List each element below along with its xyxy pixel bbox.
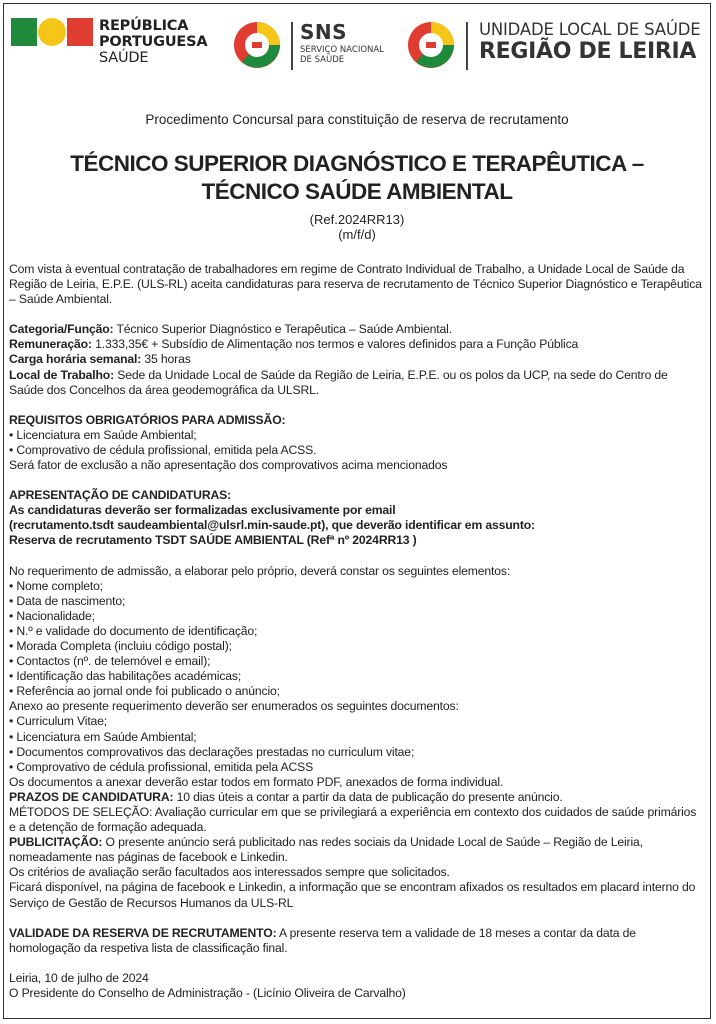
list-item: • Comprovativo de cédula profissional, emitida pela ACSS <box>9 759 314 774</box>
gender-note: (m/f/d) <box>338 227 376 242</box>
remuneracao-line <box>9 337 704 352</box>
signature-line: O Presidente do Conselho de Administração - (Licínio Oliveira de Carvalho) <box>9 985 406 1000</box>
list-item: • Licenciatura em Saúde Ambiental; <box>9 729 197 744</box>
list-item: • Curriculum Vitae; <box>9 714 108 729</box>
list-item: • N.º e validade do documento de identificação; <box>9 623 258 638</box>
sns-title: SNS <box>300 20 348 44</box>
uls-divider <box>466 22 468 70</box>
list-item: • Referência ao jornal onde foi publicado o anúncio; <box>9 684 280 699</box>
reference-block <box>4 212 710 242</box>
procedimento-subtitle: Procedimento Concursal para constituição de reserva de recrutamento <box>145 112 569 127</box>
reference-code: (Ref.2024RR13) <box>309 212 405 227</box>
uls-text <box>479 20 700 64</box>
local-line <box>9 368 704 398</box>
list-item: • Documentos comprovativos das declarações prestadas no curriculum vitae; <box>9 744 415 759</box>
republica-text <box>99 18 207 66</box>
list-item: • Contactos (nº. de telemóvel e email); <box>9 654 211 669</box>
apresentacao-heading: APRESENTAÇÃO DE CANDIDATURAS: <box>9 488 232 503</box>
carga-line <box>9 352 704 367</box>
categoria-line <box>9 322 704 337</box>
categoria-value: Técnico Superior Diagnóstico e Terapêutica – Saúde Ambiental. <box>113 322 452 337</box>
anexo-note: Os documentos a anexar deverão estar todos em formato PDF, anexados de forma individual. <box>9 774 504 789</box>
uls-line2: REGIÃO DE LEIRIA <box>479 39 697 64</box>
republica-line2: PORTUGUESA <box>99 34 208 50</box>
sns-sub1: SERVIÇO NACIONAL <box>300 45 384 55</box>
criterios-paragraph: Os critérios de avaliação serão facultados aos interessados sempre que solicitados. <box>9 865 450 880</box>
requerimento-intro: No requerimento de admissão, a elaborar pelo próprio, deverá constar os seguintes elementos: <box>9 563 511 578</box>
intro-paragraph: Com vista à eventual contratação de trabalhadores em regime de Contrato Individual de Trabalho, a Unidade Local de Saúde da Região de Leiria, E.P.E. (ULS-RL) aceita candidaturas para reserva de recrutamento de Técnico Superior Diagnóstico e Terapêutica – Saúde Ambiental. <box>9 262 702 307</box>
list-item: • Licenciatura em Saúde Ambiental; <box>9 427 197 442</box>
validade-line <box>9 926 704 956</box>
flag-red-square-icon <box>67 18 93 46</box>
sns-text <box>300 22 384 65</box>
flag-green-square-icon <box>11 18 37 46</box>
apresentacao-email-line: (recrutamento.tsdt saudeambiental@ulsrl.min-saude.pt), que deverão identificar em assunto: <box>9 518 535 533</box>
publicitacao-value: O presente anúncio será publicitado nas redes sociais da Unidade Local de Saúde – Região de Leiria, nomeadamente nas páginas de facebook e Linkedin. <box>9 835 643 865</box>
remuneracao-label: Remuneração: <box>9 337 92 352</box>
page-title <box>4 150 710 206</box>
flag-yellow-circle-icon <box>38 18 66 46</box>
prazos-line <box>9 790 704 805</box>
publicitacao-label: PUBLICITAÇÃO: <box>9 835 103 850</box>
uls-line1: UNIDADE LOCAL DE SAÚDE <box>479 20 701 39</box>
local-label: Local de Trabalho: <box>9 367 114 382</box>
placard-paragraph: Ficará disponível, na página de facebook e Linkedin, a informação que se encontram afixados os resultados em placard interno do Serviço de Gestão de Recursos Humanos da ULS-RL <box>9 880 696 910</box>
prazos-value: 10 dias úteis a contar a partir da data de publicação do presente anúncio. <box>173 789 563 804</box>
republica-line1: REPÚBLICA <box>99 18 189 34</box>
list-item: • Identificação das habilitações académicas; <box>9 669 242 684</box>
carga-value: 35 horas <box>141 352 191 367</box>
title-line1: TÉCNICO SUPERIOR DIAGNÓSTICO E TERAPÊUTICA – <box>70 151 644 176</box>
header <box>4 4 710 84</box>
validade-label: VALIDADE DA RESERVA DE RECRUTAMENTO: <box>9 925 277 940</box>
apresentacao-line1: As candidaturas deverão ser formalizadas exclusivamente por email <box>9 503 396 518</box>
sns-sub2: DE SAÚDE <box>300 55 345 65</box>
list-item: • Morada Completa (incluiu código postal); <box>9 638 232 653</box>
date-place: Leiria, 10 de julho de 2024 <box>9 970 149 985</box>
requisitos-heading: REQUISITOS OBRIGATÓRIOS PARA ADMISSÃO: <box>9 412 286 427</box>
validade-value: A presente reserva tem a validade de 18 meses a contar da data de homologação da respetiva lista de classificação final. <box>9 925 636 955</box>
metodos-paragraph: MÉTODOS DE SELEÇÃO: Avaliação curricular em que se privilegiará a experiência em contexto dos cuidados de saúde primários e a detenção de formação adequada. <box>9 805 697 835</box>
republica-line3: SAÚDE <box>99 50 149 66</box>
requisitos-note: Será fator de exclusão a não apresentação dos comprovativos acima mencionados <box>9 458 448 473</box>
categoria-label: Categoria/Função: <box>9 322 114 337</box>
sns-divider <box>291 22 293 70</box>
prazos-label: PRAZOS DE CANDIDATURA: <box>9 789 174 804</box>
uls-logo-icon <box>406 20 456 70</box>
apresentacao-subject-line: Reserva de recrutamento TSDT SAÚDE AMBIENTAL (Refª nº 2024RR13 ) <box>9 533 417 548</box>
announcement-page <box>3 3 711 1019</box>
list-item: • Nome completo; <box>9 578 103 593</box>
local-value: Sede da Unidade Local de Saúde da Região de Leiria, E.P.E. ou os polos da UCP, na sede do Centro de Saúde dos Concelhos da área geodemográfica da ULSRL. <box>9 367 668 397</box>
publicitacao-line <box>9 835 704 865</box>
list-item: • Comprovativo de cédula profissional, emitida pela ACSS. <box>9 442 317 457</box>
carga-label: Carga horária semanal: <box>9 352 142 367</box>
list-item: • Data de nascimento; <box>9 593 126 608</box>
list-item: • Nacionalidade; <box>9 608 95 623</box>
title-line2: TÉCNICO SAÚDE AMBIENTAL <box>201 179 513 204</box>
anexo-intro: Anexo ao presente requerimento deverão ser enumerados os seguintes documentos: <box>9 699 459 714</box>
announcement-body <box>9 262 704 1001</box>
sns-logo-icon <box>232 20 282 70</box>
remuneracao-value: 1.333,35€ + Subsídio de Alimentação nos termos e valores definidos para a Função Pública <box>91 337 579 352</box>
